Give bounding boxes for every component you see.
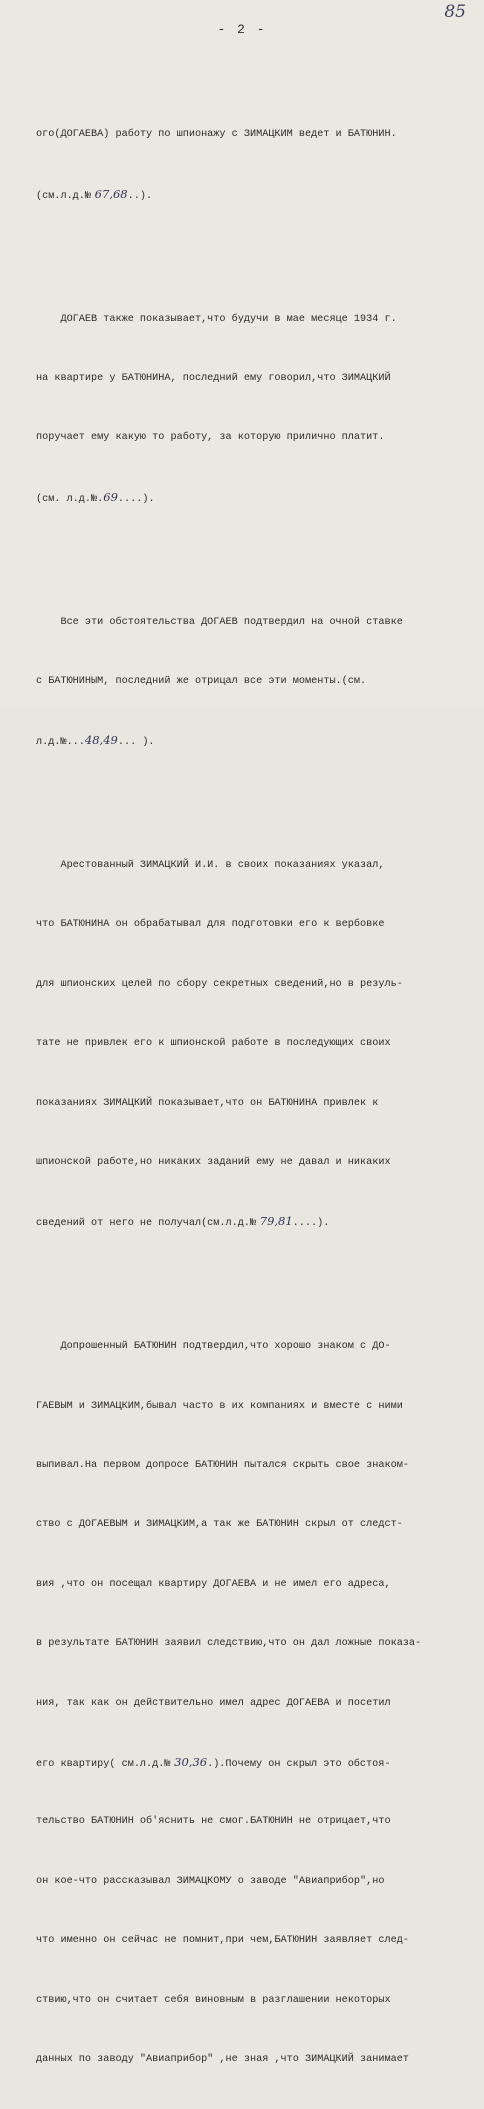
handwritten-page-ref: 30,36 (170, 1754, 208, 1769)
text-run: его квартиру( см.л.д.№ (36, 1758, 171, 1770)
text-line (36, 856, 476, 876)
text-line (36, 1337, 476, 1357)
text-line (36, 1991, 476, 2011)
text-line (36, 672, 476, 692)
page-number: - 2 - (217, 22, 267, 37)
text-line (36, 1575, 476, 1595)
text-run: тате не привлек его к шпионской работе в последующих своих (36, 1038, 391, 1050)
text-run: Арестованный ЗИМАЦКИЙ И.И. в своих показаниях указал, (36, 860, 385, 872)
text-run: поручает ему какую то работу, за которую прилично платит. (36, 432, 385, 444)
document-body (36, 66, 476, 2109)
text-run: ого(ДОГАЕВА) работу по шпионажу с ЗИМАЦКИМ ведет и БАТЮНИН. (36, 129, 397, 141)
text-run: на квартире у БАТЮНИНА, последний ему говорил,что ЗИМАЦКИЙ (36, 372, 391, 384)
text-line (36, 488, 476, 508)
handwritten-page-ref: 67,68 (91, 186, 128, 201)
text-run: ство с ДОГАЕВЫМ и ЗИМАЦКИМ,а так же БАТЮНИН скрыл от следст- (36, 1519, 403, 1531)
text-run: ГАЕВЫМ и ЗИМАЦКИМ,бывал часто в их компаниях и вместе с ними (36, 1400, 403, 1412)
text-run: (см.л.д.№ (36, 190, 92, 202)
text-line (36, 1812, 476, 1832)
handwritten-page-ref: 69 (103, 489, 118, 504)
text-line (36, 1753, 476, 1773)
text-run: сведений от него не получал(см.л.д.№ (36, 1218, 257, 1230)
text-run: ..). (127, 190, 153, 202)
text-run: показаниях ЗИМАЦКИЙ показывает,что он БАТЮНИНА привлек к (36, 1097, 379, 1109)
text-line (36, 125, 476, 145)
text-run: Допрошенный БАТЮНИН подтвердил,что хорошо знаком с ДО- (36, 1341, 391, 1353)
text-line (36, 1456, 476, 1476)
handwritten-page-ref: 48,49 (84, 733, 118, 748)
text-run: что БАТЮНИНА он обрабатывал для подготовки его к вербовке (36, 919, 385, 931)
text-line (36, 428, 476, 448)
text-line (36, 185, 476, 205)
text-run: ния, так как он действительно имел адрес ДОГАЕВА и посетил (36, 1697, 391, 1709)
text-run: (см. л.д.№. (36, 493, 104, 505)
text-run: выпивал.На первом допросе БАТЮНИН пытался скрыть свое знаком- (36, 1459, 409, 1471)
text-run: .).Почему он скрыл это обстоя- (207, 1758, 391, 1770)
text-line (36, 975, 476, 995)
text-run: ДОГАЕВ также показывает,что будучи в мае месяце 1934 г. (36, 313, 397, 325)
handwritten-page-ref: 79,81 (256, 1214, 293, 1229)
text-line (36, 1397, 476, 1417)
text-run: шпионской работе,но никаких заданий ему не давал и никаких (36, 1157, 391, 1169)
text-run: в результате БАТЮНИН заявил следствию,что он дал ложные показа- (36, 1638, 422, 1650)
text-run: что именно он сейчас не помнит,при чем,БАТЮНИН заявляет след- (36, 1935, 409, 1947)
text-line (36, 731, 476, 751)
text-line (36, 1872, 476, 1892)
text-line (36, 1034, 476, 1054)
text-line (36, 1634, 476, 1654)
text-line (36, 369, 476, 389)
text-line (36, 310, 476, 330)
text-line (36, 613, 476, 633)
text-run: ....). (117, 493, 155, 505)
text-run: Все эти обстоятельства ДОГАЕВ подтвердил на очной ставке (36, 616, 403, 628)
text-line (36, 1515, 476, 1535)
text-line (36, 1094, 476, 1114)
text-line (36, 2050, 476, 2070)
text-line (36, 915, 476, 935)
text-line (36, 1212, 476, 1232)
text-run: ....). (292, 1218, 330, 1230)
text-run: он кое-что рассказывал ЗИМАЦКОМУ о заводе "Авиаприбор",но (36, 1875, 385, 1887)
handwritten-folio-number: 85 (444, 2, 466, 22)
text-run: вия ,что он посещал квартиру ДОГАЕВА и не имел его адреса, (36, 1578, 391, 1590)
text-line (36, 1153, 476, 1173)
text-run: тельство БАТЮНИН об'яснить не смог.БАТЮНИН не отрицает,что (36, 1816, 391, 1828)
text-run: ... ). (117, 737, 155, 749)
text-run: ствию,что он считает себя виновным в разглашении некоторых (36, 1994, 391, 2006)
text-run: с БАТЮНИНЫМ, последний же отрицал все эти моменты.(см. (36, 675, 367, 687)
text-run: для шпионских целей по сбору секретных сведений,но в резуль- (36, 978, 403, 990)
text-line (36, 1694, 476, 1714)
text-run: данных по заводу "Авиаприбор" ,не зная ,что ЗИМАЦКИЙ занимает (36, 2053, 409, 2065)
text-run: л.д.№... (36, 737, 85, 749)
text-line (36, 1931, 476, 1951)
